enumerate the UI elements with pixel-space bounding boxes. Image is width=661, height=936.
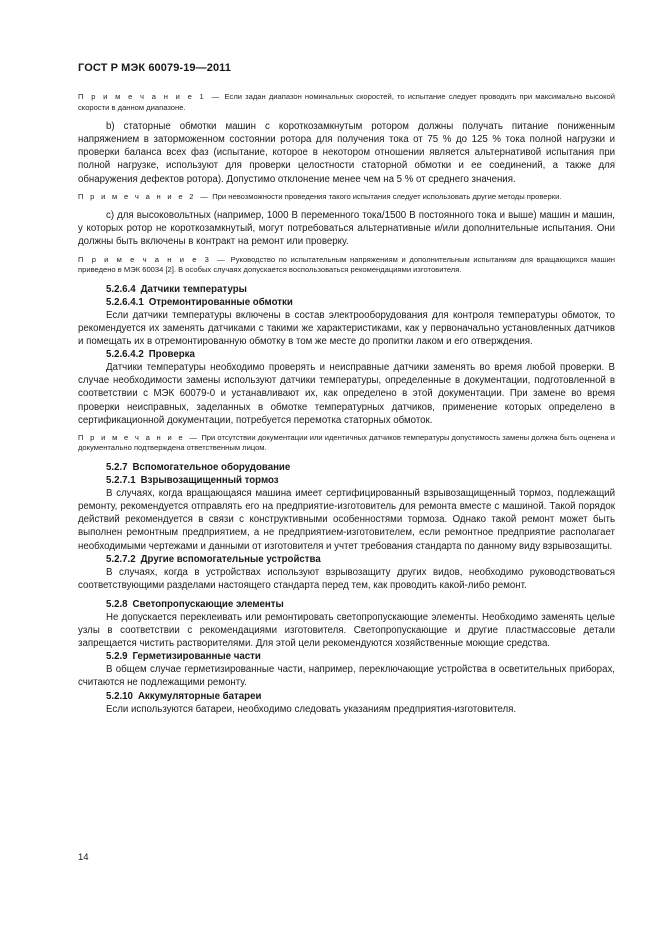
note-text: Руководство по испытательным напряжениям и дополнительным испытаниям для вращающихся машин приведено в МЭК 60034 [2]. В особых случаях допускается воспользоваться рекомендациями изготовителя. bbox=[78, 254, 615, 275]
heading-number: 5.2.7.1 bbox=[106, 475, 136, 487]
note-text: При невозможности проведения такого испытания следует использовать другие методы проверки. bbox=[210, 191, 562, 201]
note-2 bbox=[78, 192, 615, 203]
heading-text: Другие вспомогательные устройства bbox=[140, 553, 321, 565]
heading-5-2-8 bbox=[78, 598, 615, 611]
heading-number: 5.2.6.4 bbox=[106, 283, 136, 295]
note-label: П р и м е ч а н и е 3 — bbox=[78, 254, 228, 264]
page-number: 14 bbox=[78, 852, 89, 863]
note-1 bbox=[78, 92, 615, 113]
heading-text: Отремонтированные обмотки bbox=[148, 296, 293, 308]
paragraph-5-2-9: В общем случае герметизированные части, например, переключающие устройства в осветительных приборах, считаются не подлежащими ремонту. bbox=[78, 664, 615, 689]
heading-5-2-9 bbox=[78, 650, 615, 663]
heading-text: Датчики температуры bbox=[140, 283, 247, 295]
heading-5-2-6-4-2 bbox=[78, 348, 615, 361]
paragraph-5-2-6-4-2: Датчики температуры необходимо проверять и неисправные датчики заменять во время любой проверки. В случае необходимости замены используют датчики температуры, определенные в документации, подготовленной в соответствии с МЭК 60079-0 и устанавливают их, как определено в этой документации. При замене во время проверки неисправных, заделанных в обмотке температурных датчиков, применение которых определено в сертификационной документации, потребуется перемотка статорных обмоток. bbox=[78, 362, 615, 426]
heading-5-2-7-2 bbox=[78, 553, 615, 566]
paragraph-5-2-10: Если используются батареи, необходимо следовать указаниям предприятия-изготовителя. bbox=[106, 703, 517, 715]
item-b-paragraph: b) статорные обмотки машин с короткозамкнутым ротором должны получать питание пониженным напряжением в заторможенном состоянии ротора для получения тока от 75 % до 125 % тока полной нагрузки и проверки баланса всех фаз (испытание, которое в некотором отношении является альтернативой испытания при полной нагрузке, используют для проверки целостности статорной обмотки и ее соединений, а также для обнаружения дефектов ротора). Допустимо отклонение менее чем на 5 % от среднего значения. bbox=[78, 121, 615, 185]
heading-5-2-6-4 bbox=[78, 283, 615, 296]
heading-text: Аккумуляторные батареи bbox=[137, 690, 262, 702]
paragraph-5-2-7-1: В случаях, когда вращающаяся машина имеет сертифицированный взрывозащищенный тормоз, подлежащий ремонту, рекомендуется отправлять его на предприятие-изготовитель для ремонта вместе с машиной. Такой порядок действий рекомендуется в связи с конструктивными особенностями тормоза. Однако такой ремонт может быть выполнен ремонтным предприятием, а не предприятием-изготовителем, если ремонтное предприятие располагает необходимыми чертежами и данными от изготовителя и учтет требования стандарта по данному виду взрывозащиты. bbox=[78, 488, 615, 552]
heading-number: 5.2.6.4.2 bbox=[106, 349, 144, 361]
heading-number: 5.2.6.4.1 bbox=[106, 296, 144, 308]
heading-number: 5.2.10 bbox=[106, 690, 133, 702]
note-3 bbox=[78, 255, 615, 276]
note-text: При отсутствии документации или идентичных датчиков температуры допустимость замены должна быть оценена и документально подтверждена ответственным лицом. bbox=[78, 432, 615, 453]
note-label: П р и м е ч а н и е 1 — bbox=[78, 92, 222, 101]
heading-5-2-6-4-1 bbox=[78, 296, 615, 309]
heading-number: 5.2.8 bbox=[106, 598, 128, 610]
heading-text: Взрывозащищенный тормоз bbox=[140, 475, 279, 487]
heading-5-2-7-1 bbox=[78, 474, 615, 487]
note-label: П р и м е ч а н и е 2 — bbox=[78, 191, 211, 201]
note-sensors bbox=[78, 433, 615, 454]
heading-number: 5.2.7.2 bbox=[106, 553, 136, 565]
standard-header: ГОСТ Р МЭК 60079-19—2011 bbox=[78, 62, 231, 74]
paragraph-5-2-8: Не допускается переклеивать или ремонтировать светопропускающие элементы. Необходимо заменять целые узлы в соответствии с рекомендациями изготовителя. Светопропускающие и другие пластмассовые детали запрещается чистить растворителями. Для этой цели рекомендуются хозяйственные моющие средства. bbox=[78, 611, 615, 650]
note-text: Если задан диапазон номинальных скоростей, то испытание следует проводить при максимально высокой скорости в данном диапазоне. bbox=[78, 92, 616, 112]
heading-text: Светопропускающие элементы bbox=[132, 598, 284, 610]
heading-text: Герметизированные части bbox=[132, 651, 261, 663]
paragraph-5-2-6-4-1: Если датчики температуры включены в состав электрооборудования для контроля температуры обмоток, то рекомендуется их заменять датчиками с такими же характеристиками, как у первоначально установленных датчиков и помещать их в отремонтированную обмотку в том же месте до пропитки лаком и его отверждения. bbox=[78, 309, 615, 348]
note-label: П р и м е ч а н и е — bbox=[78, 432, 200, 442]
heading-text: Вспомогательное оборудование bbox=[132, 461, 291, 473]
heading-5-2-7 bbox=[78, 461, 615, 474]
heading-number: 5.2.7 bbox=[106, 461, 128, 473]
heading-number: 5.2.9 bbox=[106, 651, 128, 663]
heading-text: Проверка bbox=[148, 349, 195, 361]
item-c-paragraph: c) для высоковольтных (например, 1000 В переменного тока/1500 В постоянного тока и выше) машин и машин, у которых ротор не короткозамкнутый, могут потребоваться альтернативные и/или дополнительные испытания. Они должны быть включены в контракт на ремонт или проверку. bbox=[78, 210, 615, 248]
paragraph-5-2-7-2: В случаях, когда в устройствах используют взрывозащиту других видов, необходимо руководствоваться соответствующими разделами настоящего стандарта перед тем, как проводить какой-либо ремонт. bbox=[78, 566, 615, 591]
heading-5-2-10 bbox=[78, 690, 615, 703]
